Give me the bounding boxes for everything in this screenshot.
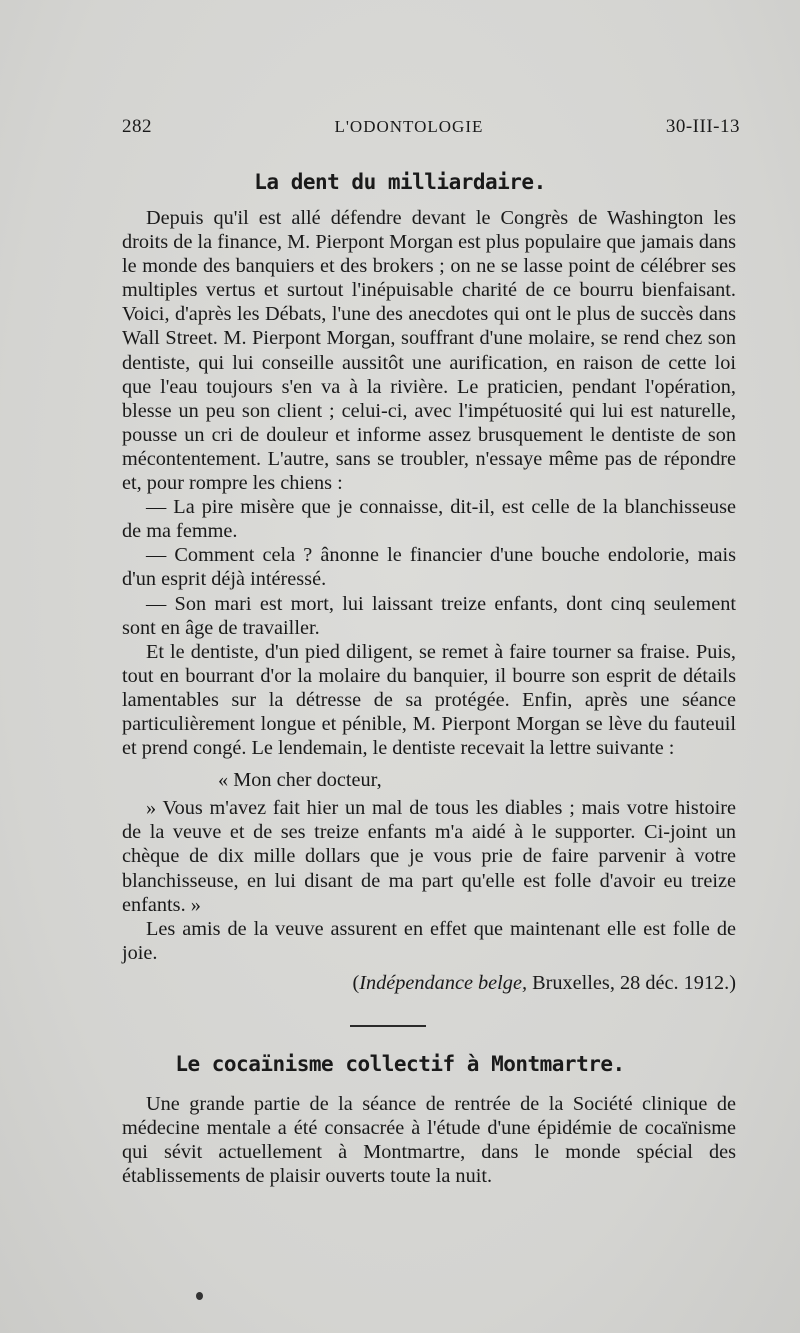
source-details: Bruxelles, 28 déc. 1912.) — [527, 971, 736, 994]
letter-salutation: « Mon cher docteur, — [218, 769, 382, 792]
issue-date: 30-III-13 — [665, 116, 740, 137]
running-header — [122, 116, 740, 138]
source-open-paren: ( — [352, 971, 360, 994]
paragraph: Depuis qu'il est allé défendre devant le Congrès de Washington les droits de la finance, M. Pierpont Morgan est plus populaire que jamais dans le monde des banquiers et des brokers ; on ne se lasse point de célébrer ses multiples vertus et surtout l'inépuisable charité de ce bourru bienfaisant. Voici, d'après les Débats, l'une des anecdotes qui ont le plus de succès dans Wall Street. M. Pierpont Morgan, souffrant d'une molaire, se rend chez son dentiste, qui lui conseille aussitôt une aurification, en raison de cette loi que l'eau toujours s'en va à la rivière. Le praticien, pendant l'opération, blesse un peu son client ; celui-ci, avec l'impétuosité qui lui est naturelle, pousse un cri de douleur et informe assez brusquement le dentiste de son mécontentement. L'autre, sans se troubler, n'essaye même pas de répondre et, pour rompre les chiens : — [122, 207, 736, 495]
letter-body: » Vous m'avez fait hier un mal de tous les diables ; mais votre histoire de la veuve et de ses treize enfants m'a aidé à le supporter. Ci-joint un chèque de dix mille dollars que je vous prie de faire parvenir à votre blanchisseuse, en lui disant de ma part qu'elle est folle d'avoir eu treize enfants. » — [122, 797, 736, 916]
ink-speck — [196, 1292, 203, 1300]
paragraph: Et le dentiste, d'un pied diligent, se remet à faire tourner sa fraise. Puis, tout en bourrant d'or la molaire du banquier, il bourre son esprit de détails lamentables sur la détresse de sa protégée. Enfin, après une séance particulièrement longue et pénible, M. Pierpont Morgan se lève du fauteuil et prend congé. Le lendemain, le dentiste recevait la lettre suivante : — [122, 640, 736, 760]
journal-title: L'ODONTOLOGIE — [334, 117, 484, 136]
article-title-milliardaire: La dent du milliardaire. — [254, 170, 546, 194]
section-divider — [350, 1025, 426, 1027]
paragraph: Une grande partie de la séance de rentrée de la Société clinique de médecine mentale a été consacrée à l'étude d'une épidémie de cocaïnisme qui sévit actuellement à Montmartre, dans le monde spécial des établissements de plaisir ouverts toute la nuit. — [122, 1093, 736, 1188]
paragraph: — Son mari est mort, lui laissant treize enfants, dont cinq seulement sont en âge de travailler. — [122, 592, 736, 639]
article-body-milliardaire — [122, 206, 736, 995]
article-body-cocainisme — [122, 1092, 736, 1188]
page-number: 282 — [122, 116, 152, 137]
article-title-cocainisme: Le cocaïnisme collectif à Montmartre. — [175, 1052, 625, 1076]
source-publication: Indépendance belge, — [359, 971, 528, 994]
paragraph: — La pire misère que je connaisse, dit-il, est celle de la blanchisseuse de ma femme. — [122, 496, 736, 543]
paragraph: — Comment cela ? ânonne le financier d'une bouche endolorie, mais d'un esprit déjà intéressé. — [122, 544, 736, 591]
closing-paragraph: Les amis de la veuve assurent en effet que maintenant elle est folle de joie. — [122, 917, 736, 964]
source-citation — [122, 971, 736, 995]
